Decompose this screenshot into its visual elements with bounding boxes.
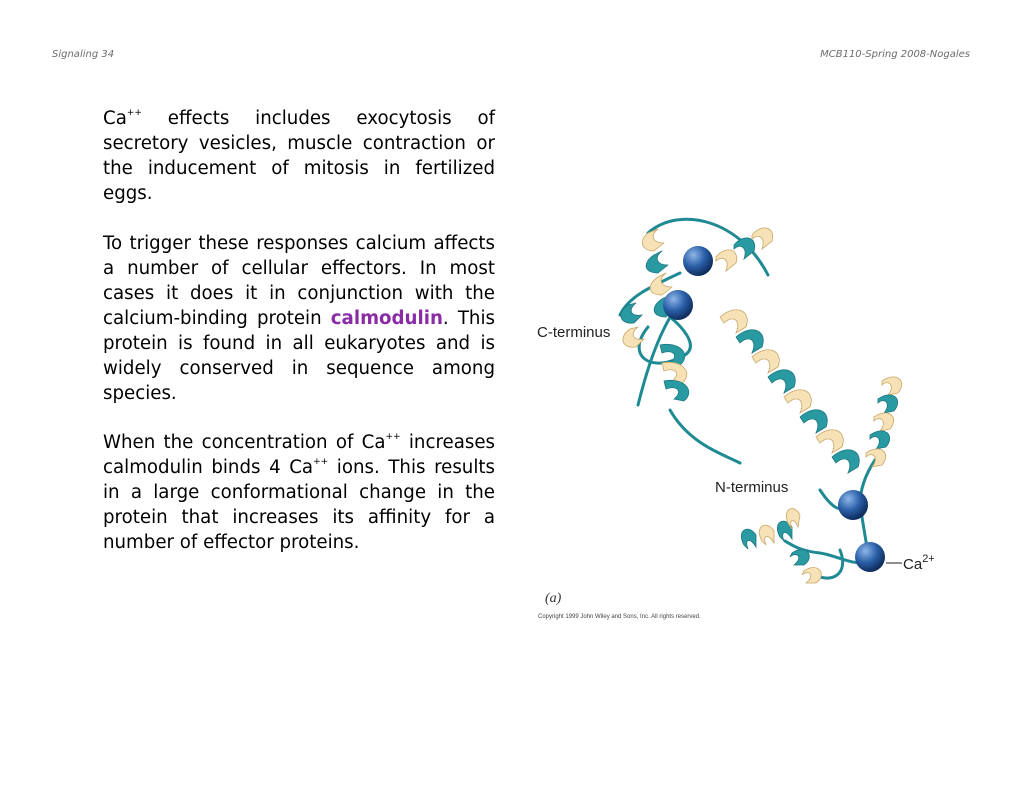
ca-charge: ++ (126, 107, 142, 118)
figure-caption: (a) (545, 591, 562, 606)
ca-text: Ca (103, 108, 127, 129)
paragraph-binding (103, 430, 495, 555)
n-terminus-label: N-terminus (715, 479, 789, 496)
binding-text-a: When the concentration of Ca (103, 432, 386, 453)
calcium-label (903, 553, 935, 573)
helix-segment (621, 303, 644, 347)
calcium-ion (663, 290, 693, 320)
calcium-ion (838, 490, 868, 520)
helix-segment (741, 509, 821, 583)
copyright-notice: Copyright 1999 John Wiley and Sons, Inc. All rights reserved. (538, 614, 701, 620)
effects-text: effects includes exocytosis of secretory vesicles, muscle contraction or the inducement of mitosis in fertilized eggs. (103, 108, 495, 204)
binding-text-b: increases calmodulin binds 4 Ca (103, 432, 495, 478)
calmodulin-structure-figure (530, 205, 960, 635)
helix-segment (716, 228, 773, 271)
calcium-ions (663, 246, 885, 572)
calmodulin-term: calmodulin (330, 308, 443, 329)
helix-segment (660, 344, 689, 401)
ca-charge-2: ++ (313, 456, 329, 467)
calcium-label-charge: 2+ (922, 553, 935, 565)
effectors-text: To trigger these responses calcium affects a number of cellular effectors. In most cases it does it in conjunction with the calcium-binding protein (103, 233, 495, 329)
calcium-ion (683, 246, 713, 276)
slide-label: Signaling 34 (52, 49, 115, 60)
calcium-ion (855, 542, 885, 572)
central-helix (720, 310, 859, 473)
ca-charge-1: ++ (385, 431, 401, 442)
paragraph-effects (103, 106, 495, 206)
helix-segment (866, 377, 902, 467)
paragraph-effectors (103, 231, 495, 406)
c-terminus-label: C-terminus (537, 324, 611, 341)
calcium-label-base: Ca (903, 556, 923, 573)
conservation-text: . This protein is found in all eukaryotes and is widely conserved in sequence among species. (103, 308, 495, 404)
binding-text-c: ions. This results in a large conformational change in the protein that increases its affinity for a number of effector proteins. (103, 457, 495, 553)
course-label: MCB110-Spring 2008-Nogales (820, 49, 970, 60)
